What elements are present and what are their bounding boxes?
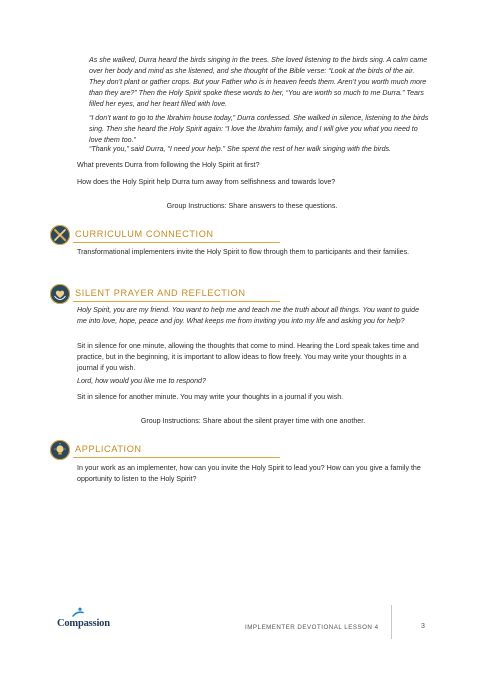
prayer-text: Holy Spirit, you are my friend. You want to help me and teach me the truth about all things. You want to guide me into love, hope, peace and joy. What keeps me from inviting you into my life and asking you for help?: [77, 306, 420, 325]
heart-hands-icon: [50, 284, 70, 304]
group-instructions-2: Group Instructions: Share about the silent prayer time with one another.: [140, 417, 366, 425]
prayer-question: Lord, how would you like me to respond?: [77, 377, 206, 385]
story-paragraph-2: “I don’t want to go to the Ibrahim house today,” Durra confessed. She walked in silence, listening to the birds sing. Then she heard the Holy Spirit again: “I love the Ibrahim family, and I will give you what you need to love them too.”: [89, 114, 429, 144]
compassion-logo: [57, 607, 127, 633]
application-body: In your work as an implementer, how can you invite the Holy Spirit to lead you? How can you give a family the opportunity to listen to the Holy Spirit?: [77, 464, 421, 483]
curriculum-divider: [73, 242, 280, 243]
compassion-logo-text: Compassion: [57, 618, 110, 629]
prayer-divider: [73, 301, 280, 302]
footer-divider: [391, 605, 392, 639]
application-divider: [73, 457, 280, 458]
curriculum-title: CURRICULUM CONNECTION: [75, 229, 214, 239]
curriculum-body: Transformational implementers invite the Holy Spirit to flow through them to participants and their families.: [77, 248, 410, 256]
question-2: How does the Holy Spirit help Durra turn away from selfishness and towards love?: [77, 178, 336, 186]
prayer-instruction-2: Sit in silence for another minute. You may write your thoughts in a journal if you wish.: [77, 393, 344, 401]
prayer-title: SILENT PRAYER AND REFLECTION: [75, 288, 246, 298]
story-paragraph-1: As she walked, Durra heard the birds singing in the trees. She loved listening to the birds sing. A calm came over her body and mind as she listened, and she thought of the Bible verse: “Look at the birds of the air. They don’t plant or gather crops. But your Father who is in heaven feeds them. Aren’t you worth much more than they are?” Then the Holy Spirit spoke these words to her, “You are worth so much to me Durra.” Tears filled her eyes, and her heart filled with love.: [89, 56, 428, 108]
pencil-ruler-icon: [50, 225, 70, 245]
question-1: What prevents Durra from following the Holy Spirit at first?: [77, 161, 260, 169]
footer-title: IMPLEMENTER DEVOTIONAL LESSON 4: [245, 624, 379, 631]
application-title: APPLICATION: [75, 444, 142, 454]
prayer-instruction-1: Sit in silence for one minute, allowing the thoughts that come to mind. Hearing the Lord speak takes time and practice, but in the beginning, it is important to allow ideas to flow freely. You may write your thoughts in a journal if you wish.: [77, 342, 419, 372]
page-number: 3: [421, 623, 425, 630]
story-paragraph-3: “Thank you,” said Durra, “I need your help.” She spent the rest of her walk singing with the birds.: [89, 145, 392, 153]
group-instructions-1: Group Instructions: Share answers to these questions.: [166, 202, 338, 210]
lightbulb-icon: [50, 440, 70, 460]
